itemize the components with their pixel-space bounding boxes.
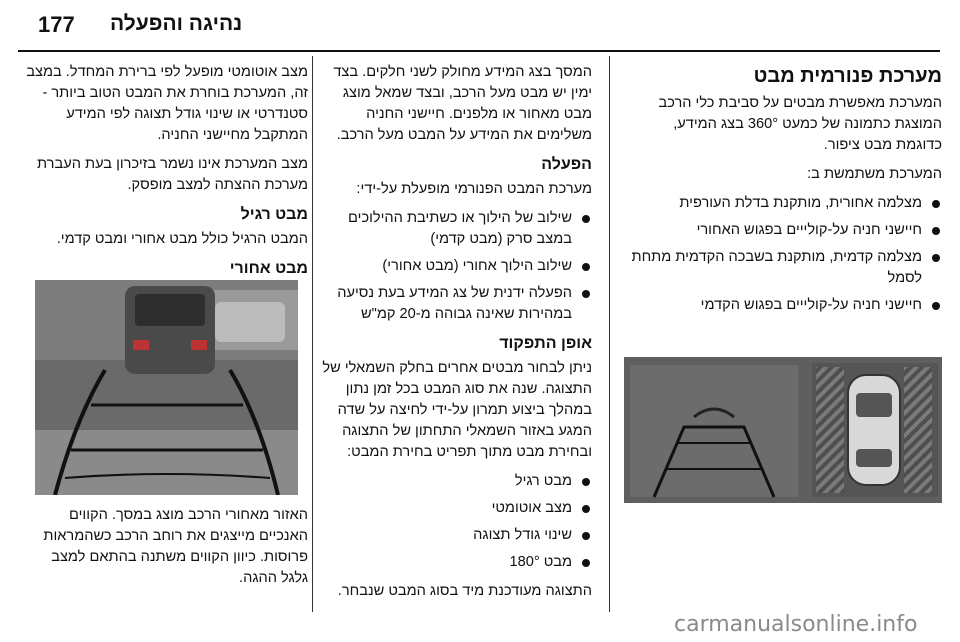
page-header [0,0,960,50]
list-item: מבט רגיל [322,471,592,492]
uses-intro: המערכת משתמשת ב: [807,166,942,182]
memory-text: מצב המערכת אינו נשמר בזיכרון בעת העברת מערכת ההצתה למצב מופסק. [37,156,308,193]
list-item: שינוי גודל תצוגה [322,525,592,546]
list-item: מצלמה אחורית, מותקנת בדלת העורפית [624,193,942,214]
closing-text: התצוגה מעודכנת מיד בסוג המבט שנבחר. [337,583,592,599]
normal-view-heading: מבט רגיל [240,206,308,223]
rear-view-heading: מבט אחורי [229,260,308,277]
list-item: מצלמה קדמית, מותקנת בשבכה הקדמית מתחת לסמל [624,247,942,289]
column-middle [322,62,592,610]
list-item: מצב אוטומטי [322,498,592,519]
panoramic-display-figure [624,357,942,503]
list-item: שילוב של הילוך או כשתיבת ההילוכים במצב סרק (מבט קדמי) [322,208,592,250]
screen-description: המסך בצג המידע מחולק לשני חלקים. בצד ימין יש מבט מעל הרכב, ובצד שמאל מוצג מבט מאחור או מלפנים. חיישני החניה משלימים את המידע על המבט מעל הרכב. [333,64,592,143]
operation-text: ניתן לבחור מבטים אחרים בחלק השמאלי של התצוגה. שנה את סוג המבט בכל זמן נתון במהלך ביצוע תמרון על-ידי לחיצה על שדה המגע באזור השמאלי התחתון של התצוגה ובחירת מבט מתוך תפריט בחירת המבט: [322,360,592,460]
list-item: חיישני חניה על-קולייים בפגוש האחורי [624,220,942,241]
list-item: מבט 180° [322,552,592,573]
rear-camera-figure [35,280,298,495]
column-right [624,62,942,324]
watermark: carmanualsonline.info [674,612,918,637]
operation-heading: אופן התפקוד [499,335,592,352]
activation-list [322,208,592,325]
panoramic-view-heading: מערכת פנורמית מבט [753,65,942,87]
normal-view-text: המבט הרגיל כולל מבט אחורי ומבט קדמי. [56,231,308,247]
column-divider-right [609,56,610,612]
page-number: 177 [38,12,75,37]
panoramic-intro: המערכת מאפשרת מבטים על סביבת כלי הרכב המוצגת כתמונה של כמעט 360° בצג המידע, כדוגמת מבט ציפור. [658,95,942,153]
activation-heading: הפעלה [541,156,592,173]
list-item: חיישני חניה על-קולייים בפגוש הקדמי [624,295,942,316]
activation-intro: מערכת המבט הפנורמי מופעלת על-ידי: [356,181,592,197]
uses-list [624,193,942,316]
rear-view-caption: האזור מאחורי הרכב מוצג במסך. הקווים האנכיים מייצגים את רוחב הרכב כשהמראות פרוסות. כיוון הקווים משתנה בהתאם למצב גלגל ההגה. [43,507,308,586]
section-title: נהיגה והפעלה [110,12,243,35]
header-rule [18,50,940,52]
column-divider-left [312,56,313,612]
list-item: שילוב הילוך אחורי (מבט אחורי) [322,256,592,277]
auto-mode-text: מצב אוטומטי מופעל לפי ברירת המחדל. במצב זה, המערכת בוחרת את המבט הטוב ביותר - סטנדרטי או שינוי גודל תצוגה לפי המידע המתקבל מחיישני החניה. [26,64,308,143]
list-item: הפעלה ידנית של צג המידע בעת נסיעה במהירות שאינה גבוהה מ-20 קמ"ש [322,283,592,325]
view-mode-list [322,471,592,573]
